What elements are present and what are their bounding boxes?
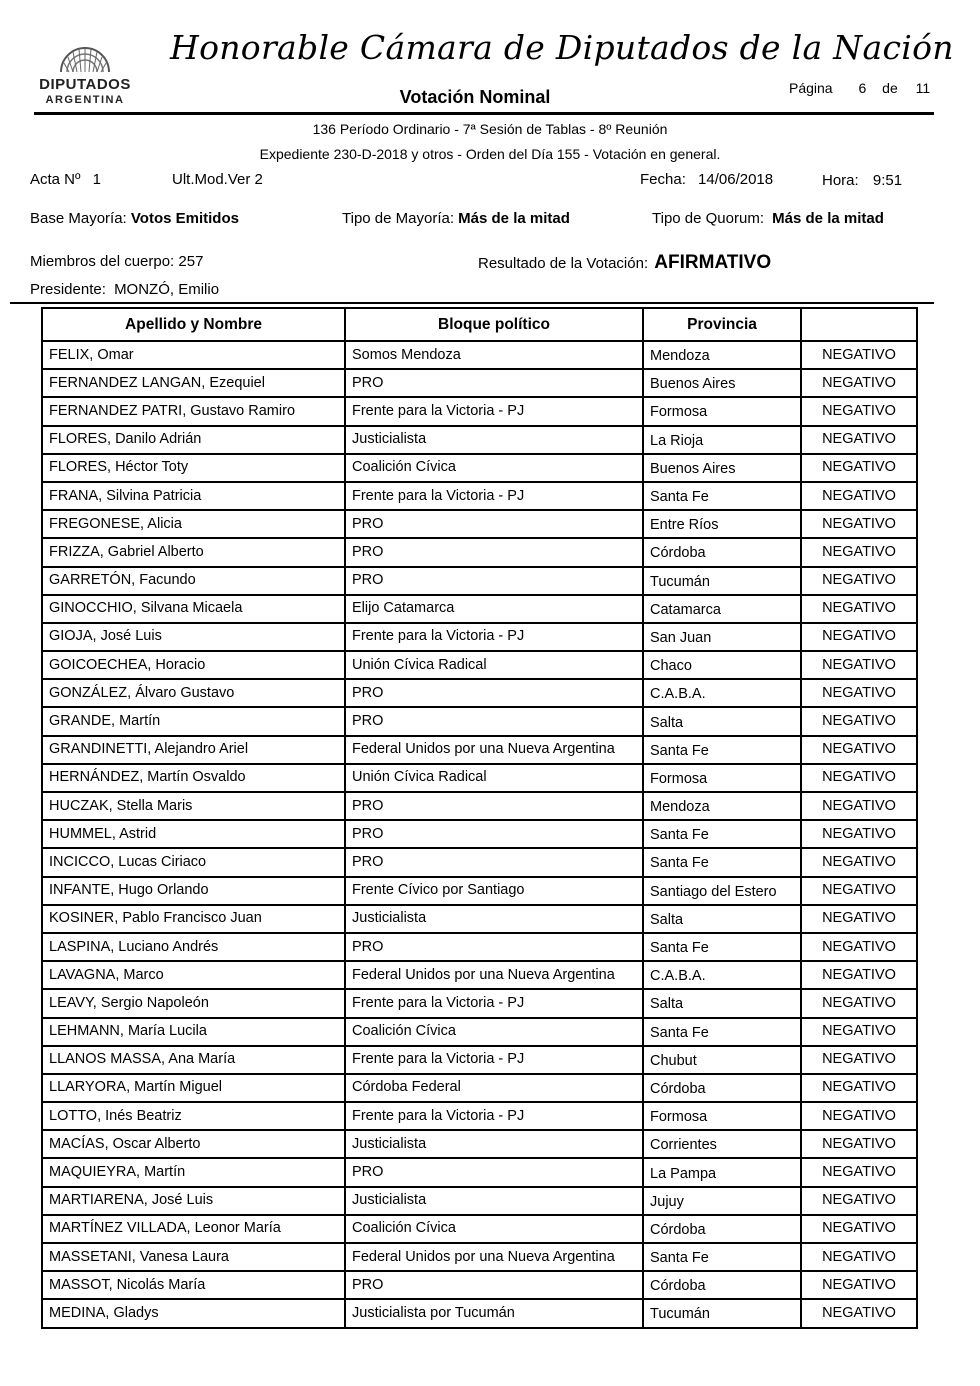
bloque-politico: Justicialista por Tucumán bbox=[345, 1299, 643, 1327]
table-row bbox=[42, 341, 917, 369]
diputado-name: HERNÁNDEZ, Martín Osvaldo bbox=[42, 764, 345, 792]
diputado-name: GRANDINETTI, Alejandro Ariel bbox=[42, 736, 345, 764]
table-row bbox=[42, 989, 917, 1017]
provincia: Santa Fe bbox=[643, 820, 801, 848]
diputado-name: LAVAGNA, Marco bbox=[42, 961, 345, 989]
vote-value: NEGATIVO bbox=[801, 651, 917, 679]
diputado-name: FERNANDEZ LANGAN, Ezequiel bbox=[42, 369, 345, 397]
diputado-name: KOSINER, Pablo Francisco Juan bbox=[42, 905, 345, 933]
resultado-label: Resultado de la Votación: bbox=[478, 255, 649, 272]
provincia: Tucumán bbox=[643, 1299, 801, 1327]
vote-value: NEGATIVO bbox=[801, 426, 917, 454]
logo-name: DIPUTADOS bbox=[39, 76, 131, 93]
table-row bbox=[42, 1018, 917, 1046]
bloque-politico: Frente para la Victoria - PJ bbox=[345, 482, 643, 510]
diputado-name: HUMMEL, Astrid bbox=[42, 820, 345, 848]
vote-value: NEGATIVO bbox=[801, 933, 917, 961]
table-row bbox=[42, 510, 917, 538]
table-row bbox=[42, 905, 917, 933]
table-row bbox=[42, 1074, 917, 1102]
bloque-politico: PRO bbox=[345, 933, 643, 961]
diputado-name: LEHMANN, María Lucila bbox=[42, 1018, 345, 1046]
vote-value: NEGATIVO bbox=[801, 1046, 917, 1074]
chamber-title: Honorable Cámara de Diputados de la Nación bbox=[170, 28, 954, 67]
diputado-name: GOICOECHEA, Horacio bbox=[42, 651, 345, 679]
table-row bbox=[42, 961, 917, 989]
diputado-name: FRANA, Silvina Patricia bbox=[42, 482, 345, 510]
vote-value: NEGATIVO bbox=[801, 1215, 917, 1243]
bloque-politico: Frente para la Victoria - PJ bbox=[345, 1102, 643, 1130]
table-row bbox=[42, 1215, 917, 1243]
vote-value: NEGATIVO bbox=[801, 454, 917, 482]
vote-value: NEGATIVO bbox=[801, 1187, 917, 1215]
vote-value: NEGATIVO bbox=[801, 1018, 917, 1046]
col-header-name: Apellido y Nombre bbox=[42, 308, 345, 341]
vote-value: NEGATIVO bbox=[801, 905, 917, 933]
vote-value: NEGATIVO bbox=[801, 1130, 917, 1158]
diputado-name: FLORES, Héctor Toty bbox=[42, 454, 345, 482]
provincia: Buenos Aires bbox=[643, 369, 801, 397]
diputado-name: GIOJA, José Luis bbox=[42, 623, 345, 651]
table-row bbox=[42, 426, 917, 454]
bloque-politico: Elijo Catamarca bbox=[345, 595, 643, 623]
logo-country: ARGENTINA bbox=[45, 94, 125, 106]
diputado-name: FELIX, Omar bbox=[42, 341, 345, 369]
base-mayoria bbox=[30, 210, 239, 227]
resultado bbox=[478, 252, 771, 274]
diputado-name: FRIZZA, Gabriel Alberto bbox=[42, 538, 345, 566]
vote-value: NEGATIVO bbox=[801, 989, 917, 1017]
base-mayoria-label: Base Mayoría: bbox=[30, 210, 127, 227]
diputado-name: MAQUIEYRA, Martín bbox=[42, 1158, 345, 1186]
provincia: Santa Fe bbox=[643, 933, 801, 961]
table-row bbox=[42, 1158, 917, 1186]
provincia: Salta bbox=[643, 989, 801, 1017]
provincia: La Rioja bbox=[643, 426, 801, 454]
vote-value: NEGATIVO bbox=[801, 679, 917, 707]
table-row bbox=[42, 651, 917, 679]
diputado-name: MASSOT, Nicolás María bbox=[42, 1271, 345, 1299]
base-mayoria-value: Votos Emitidos bbox=[130, 210, 239, 227]
provincia: Córdoba bbox=[643, 1271, 801, 1299]
bloque-politico: Justicialista bbox=[345, 905, 643, 933]
tipo-mayoria-label: Tipo de Mayoría: bbox=[342, 210, 454, 227]
header-rule bbox=[34, 112, 934, 115]
table-row bbox=[42, 567, 917, 595]
vote-value: NEGATIVO bbox=[801, 961, 917, 989]
table-row bbox=[42, 397, 917, 425]
diputado-name: LOTTO, Inés Beatriz bbox=[42, 1102, 345, 1130]
session-line: 136 Período Ordinario - 7ª Sesión de Tablas - 8º Reunión bbox=[312, 121, 668, 137]
bloque-politico: PRO bbox=[345, 792, 643, 820]
bloque-politico: PRO bbox=[345, 369, 643, 397]
miembros-value: 257 bbox=[178, 253, 204, 270]
provincia: Santa Fe bbox=[643, 482, 801, 510]
diputado-name: MASSETANI, Vanesa Laura bbox=[42, 1243, 345, 1271]
table-row bbox=[42, 1187, 917, 1215]
bloque-politico: Coalición Cívica bbox=[345, 1215, 643, 1243]
col-header-vote bbox=[801, 308, 917, 341]
bloque-politico: PRO bbox=[345, 848, 643, 876]
bloque-politico: PRO bbox=[345, 707, 643, 735]
vote-value: NEGATIVO bbox=[801, 595, 917, 623]
table-row bbox=[42, 595, 917, 623]
provincia: Córdoba bbox=[643, 1215, 801, 1243]
diputado-name: FERNANDEZ PATRI, Gustavo Ramiro bbox=[42, 397, 345, 425]
presidente-label: Presidente: bbox=[30, 281, 106, 298]
provincia: Santa Fe bbox=[643, 736, 801, 764]
vote-value: NEGATIVO bbox=[801, 820, 917, 848]
provincia: Chaco bbox=[643, 651, 801, 679]
diputado-name: MEDINA, Gladys bbox=[42, 1299, 345, 1327]
vote-value: NEGATIVO bbox=[801, 764, 917, 792]
provincia: Formosa bbox=[643, 397, 801, 425]
table-row bbox=[42, 933, 917, 961]
provincia: Córdoba bbox=[643, 1074, 801, 1102]
expediente-line: Expediente 230-D-2018 y otros - Orden del Día 155 - Votación en general. bbox=[259, 146, 721, 162]
bloque-politico: Frente para la Victoria - PJ bbox=[345, 397, 643, 425]
bloque-politico: Unión Cívica Radical bbox=[345, 764, 643, 792]
bloque-politico: Frente para la Victoria - PJ bbox=[345, 989, 643, 1017]
vote-value: NEGATIVO bbox=[801, 1102, 917, 1130]
table-top-rule bbox=[10, 302, 934, 304]
miembros bbox=[30, 253, 203, 270]
provincia: Córdoba bbox=[643, 538, 801, 566]
diputado-name: LASPINA, Luciano Andrés bbox=[42, 933, 345, 961]
tipo-quorum-label: Tipo de Quorum: bbox=[652, 210, 764, 227]
provincia: C.A.B.A. bbox=[643, 679, 801, 707]
bloque-politico: Federal Unidos por una Nueva Argentina bbox=[345, 961, 643, 989]
provincia: C.A.B.A. bbox=[643, 961, 801, 989]
table-row bbox=[42, 848, 917, 876]
bloque-politico: Federal Unidos por una Nueva Argentina bbox=[345, 736, 643, 764]
acta-value: 1 bbox=[92, 171, 102, 188]
bloque-politico: Córdoba Federal bbox=[345, 1074, 643, 1102]
table-row bbox=[42, 877, 917, 905]
vote-value: NEGATIVO bbox=[801, 538, 917, 566]
provincia: Tucumán bbox=[643, 567, 801, 595]
provincia: Salta bbox=[643, 707, 801, 735]
col-header-provincia: Provincia bbox=[643, 308, 801, 341]
bloque-politico: Coalición Cívica bbox=[345, 1018, 643, 1046]
vote-value: NEGATIVO bbox=[801, 736, 917, 764]
vote-value: NEGATIVO bbox=[801, 482, 917, 510]
diputado-name: GINOCCHIO, Silvana Micaela bbox=[42, 595, 345, 623]
table-row bbox=[42, 538, 917, 566]
table-row bbox=[42, 1299, 917, 1327]
provincia: Santa Fe bbox=[643, 1243, 801, 1271]
table-row bbox=[42, 792, 917, 820]
provincia: La Pampa bbox=[643, 1158, 801, 1186]
vote-value: NEGATIVO bbox=[801, 1243, 917, 1271]
vote-value: NEGATIVO bbox=[801, 567, 917, 595]
bloque-politico: Justicialista bbox=[345, 426, 643, 454]
votes-table bbox=[41, 307, 918, 1329]
bloque-politico: PRO bbox=[345, 567, 643, 595]
vote-value: NEGATIVO bbox=[801, 397, 917, 425]
provincia: Catamarca bbox=[643, 595, 801, 623]
table-row bbox=[42, 1130, 917, 1158]
presidente bbox=[30, 281, 219, 298]
provincia: Chubut bbox=[643, 1046, 801, 1074]
vote-value: NEGATIVO bbox=[801, 623, 917, 651]
hora-label: Hora: bbox=[822, 172, 859, 189]
provincia: Buenos Aires bbox=[643, 454, 801, 482]
diputado-name: LEAVY, Sergio Napoleón bbox=[42, 989, 345, 1017]
fecha-value: 14/06/2018 bbox=[698, 171, 774, 188]
provincia: Mendoza bbox=[643, 792, 801, 820]
diputado-name: INCICCO, Lucas Ciriaco bbox=[42, 848, 345, 876]
bloque-politico: Frente para la Victoria - PJ bbox=[345, 1046, 643, 1074]
page-label: Página bbox=[789, 80, 833, 96]
vote-value: NEGATIVO bbox=[801, 1074, 917, 1102]
provincia: Salta bbox=[643, 905, 801, 933]
hora bbox=[822, 172, 902, 189]
table-row bbox=[42, 369, 917, 397]
vote-value: NEGATIVO bbox=[801, 1299, 917, 1327]
table-row bbox=[42, 482, 917, 510]
fecha bbox=[640, 171, 773, 188]
bloque-politico: Justicialista bbox=[345, 1130, 643, 1158]
bloque-politico: PRO bbox=[345, 510, 643, 538]
provincia: Mendoza bbox=[643, 341, 801, 369]
vote-value: NEGATIVO bbox=[801, 707, 917, 735]
provincia: Santiago del Estero bbox=[643, 877, 801, 905]
page-total: 11 bbox=[915, 80, 931, 96]
hora-value: 9:51 bbox=[872, 172, 903, 189]
provincia: Entre Ríos bbox=[643, 510, 801, 538]
document-subtitle: Votación Nominal bbox=[399, 87, 551, 107]
vote-value: NEGATIVO bbox=[801, 792, 917, 820]
page-current: 6 bbox=[858, 80, 867, 96]
bloque-politico: Unión Cívica Radical bbox=[345, 651, 643, 679]
miembros-label: Miembros del cuerpo: bbox=[30, 253, 175, 270]
provincia: Santa Fe bbox=[643, 848, 801, 876]
bloque-politico: PRO bbox=[345, 538, 643, 566]
bloque-politico: PRO bbox=[345, 820, 643, 848]
table-row bbox=[42, 764, 917, 792]
col-header-bloque: Bloque político bbox=[345, 308, 643, 341]
diputado-name: LLANOS MASSA, Ana María bbox=[42, 1046, 345, 1074]
page-of: de bbox=[882, 80, 898, 96]
provincia: Formosa bbox=[643, 764, 801, 792]
bloque-politico: Frente Cívico por Santiago bbox=[345, 877, 643, 905]
congress-dome-icon bbox=[57, 30, 113, 74]
bloque-politico: Federal Unidos por una Nueva Argentina bbox=[345, 1243, 643, 1271]
tipo-mayoria bbox=[342, 210, 570, 227]
provincia: Corrientes bbox=[643, 1130, 801, 1158]
table-row bbox=[42, 1243, 917, 1271]
diputado-name: GRANDE, Martín bbox=[42, 707, 345, 735]
table-row bbox=[42, 1271, 917, 1299]
tipo-mayoria-value: Más de la mitad bbox=[458, 210, 570, 227]
fecha-label: Fecha: bbox=[640, 171, 686, 188]
presidente-value: MONZÓ, Emilio bbox=[114, 281, 220, 298]
diputado-name: INFANTE, Hugo Orlando bbox=[42, 877, 345, 905]
diputado-name: FLORES, Danilo Adrián bbox=[42, 426, 345, 454]
provincia: Formosa bbox=[643, 1102, 801, 1130]
acta-number bbox=[30, 171, 101, 188]
provincia: Jujuy bbox=[643, 1187, 801, 1215]
vote-value: NEGATIVO bbox=[801, 1271, 917, 1299]
provincia: San Juan bbox=[643, 623, 801, 651]
diputado-name: FREGONESE, Alicia bbox=[42, 510, 345, 538]
table-row bbox=[42, 623, 917, 651]
table-row bbox=[42, 1102, 917, 1130]
bloque-politico: Coalición Cívica bbox=[345, 454, 643, 482]
vote-value: NEGATIVO bbox=[801, 1158, 917, 1186]
vote-value: NEGATIVO bbox=[801, 341, 917, 369]
diputado-name: MARTIARENA, José Luis bbox=[42, 1187, 345, 1215]
diputado-name: HUCZAK, Stella Maris bbox=[42, 792, 345, 820]
bloque-politico: PRO bbox=[345, 1271, 643, 1299]
table-header-row bbox=[42, 308, 917, 341]
bloque-politico: PRO bbox=[345, 679, 643, 707]
page-indicator bbox=[789, 80, 930, 96]
diputado-name: MACÍAS, Oscar Alberto bbox=[42, 1130, 345, 1158]
tipo-quorum-value: Más de la mitad bbox=[772, 210, 884, 227]
tipo-quorum bbox=[652, 210, 884, 227]
bloque-politico: Somos Mendoza bbox=[345, 341, 643, 369]
bloque-politico: PRO bbox=[345, 1158, 643, 1186]
table-row bbox=[42, 707, 917, 735]
provincia: Santa Fe bbox=[643, 1018, 801, 1046]
vote-value: NEGATIVO bbox=[801, 848, 917, 876]
table-row bbox=[42, 454, 917, 482]
vote-value: NEGATIVO bbox=[801, 369, 917, 397]
vote-value: NEGATIVO bbox=[801, 510, 917, 538]
table-row bbox=[42, 679, 917, 707]
diputado-name: LLARYORA, Martín Miguel bbox=[42, 1074, 345, 1102]
diputado-name: GARRETÓN, Facundo bbox=[42, 567, 345, 595]
table-row bbox=[42, 820, 917, 848]
acta-label: Acta Nº bbox=[30, 171, 81, 188]
table-row bbox=[42, 1046, 917, 1074]
bloque-politico: Justicialista bbox=[345, 1187, 643, 1215]
diputado-name: GONZÁLEZ, Álvaro Gustavo bbox=[42, 679, 345, 707]
bloque-politico: Frente para la Victoria - PJ bbox=[345, 623, 643, 651]
resultado-value: AFIRMATIVO bbox=[654, 252, 772, 273]
diputado-name: MARTÍNEZ VILLADA, Leonor María bbox=[42, 1215, 345, 1243]
version: Ult.Mod.Ver 2 bbox=[172, 171, 263, 188]
chamber-logo bbox=[30, 30, 140, 110]
table-row bbox=[42, 736, 917, 764]
vote-value: NEGATIVO bbox=[801, 877, 917, 905]
